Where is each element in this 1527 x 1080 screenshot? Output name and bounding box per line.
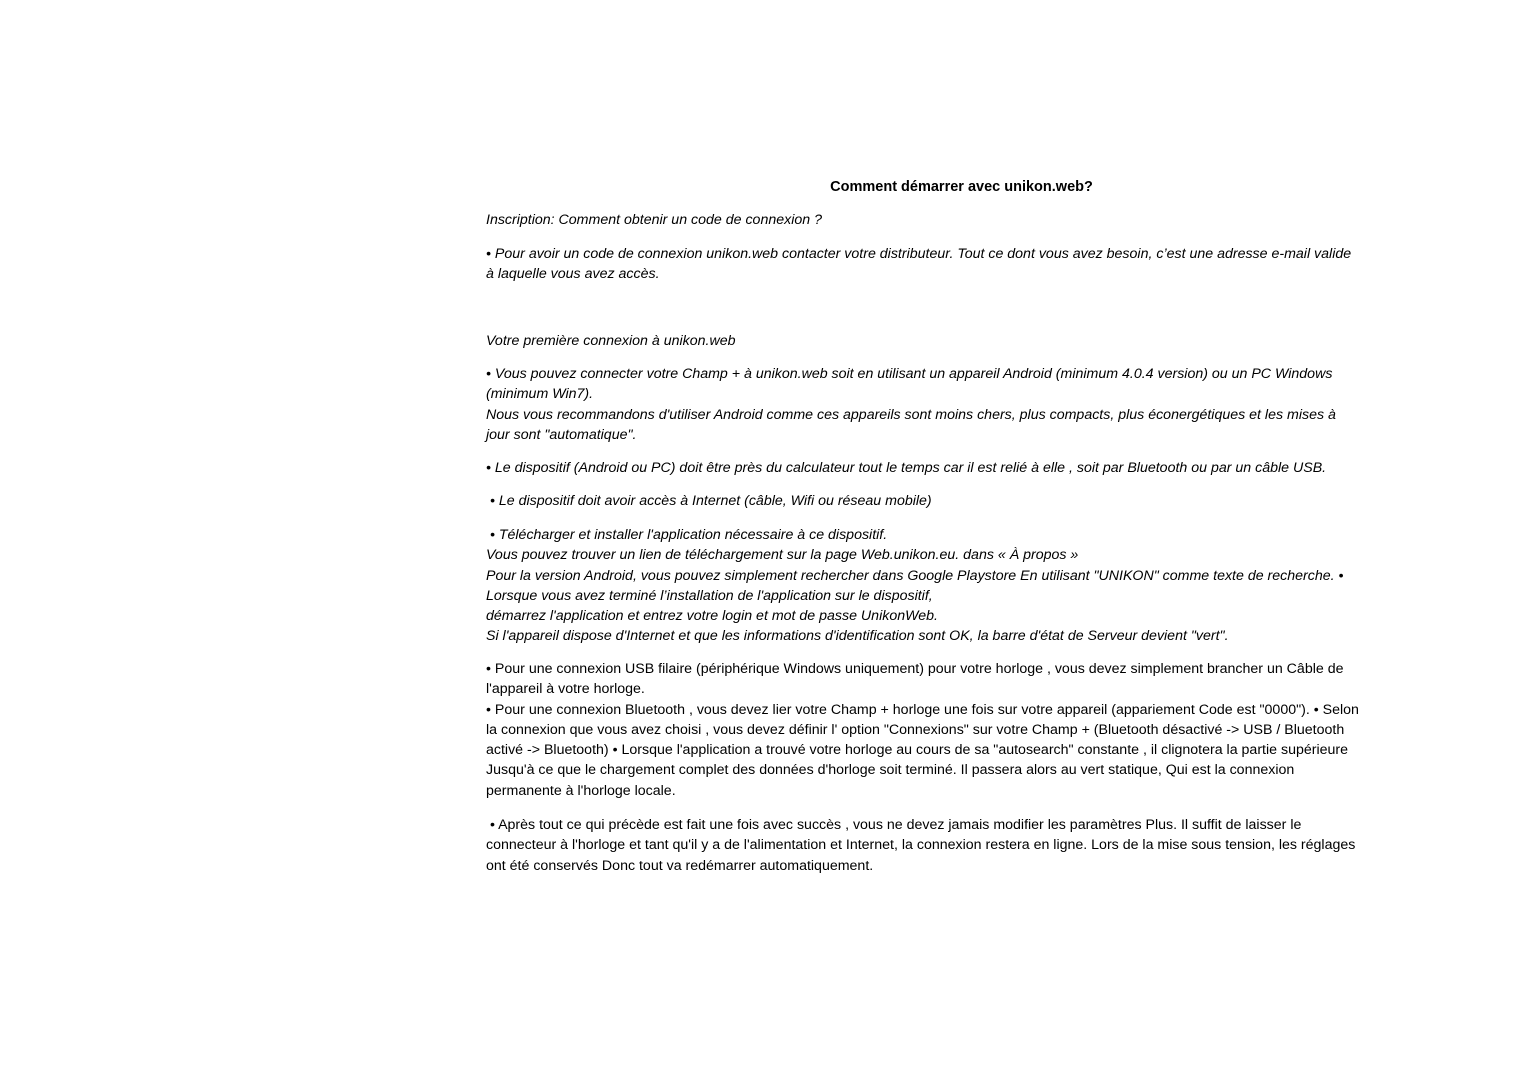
section-heading-inscription: Inscription: Comment obtenir un code de connexion ? — [486, 212, 822, 228]
paragraph-android-pc — [486, 364, 1441, 445]
document-title: Comment démarrer avec unikon.web? — [830, 179, 1093, 195]
text-line: connecteur à l'horloge et tant qu'il y a de l'alimentation et Internet, la connexion restera en ligne. Lors de la mise sous tension, les réglages — [486, 837, 1356, 854]
text-line: (minimum Win7). — [486, 386, 594, 403]
paragraph-usb-bluetooth — [486, 659, 1441, 801]
text-line: • Pour une connexion Bluetooth , vous devez lier votre Champ + horloge une fois sur votre appareil (appariement Code est "0000"). • Selon — [486, 701, 1359, 718]
paragraph-download-install — [486, 525, 1441, 647]
text-line: Nous vous recommandons d'utiliser Android comme ces appareils sont moins chers, plus compacts, plus éconergétiques et les mises à — [486, 406, 1336, 423]
text-line: Lorsque vous avez terminé l’installation de l'application sur le dispositif, — [486, 587, 933, 604]
text-line: démarrez l'application et entrez votre login et mot de passe UnikonWeb. — [486, 608, 938, 625]
text-line: ont été conservés Donc tout va redémarrer automatiquement. — [486, 857, 874, 874]
paragraph-device-near — [486, 458, 1441, 478]
paragraph-internet-access — [486, 491, 1441, 511]
text-line: Pour la version Android, vous pouvez simplement rechercher dans Google Playstore En utilisant "UNIKON" comme texte de recherche. • — [486, 567, 1344, 584]
text-line: Si l'appareil dispose d'Internet et que les informations d'identification sont OK, la barre d'état de Serveur devient "vert". — [486, 628, 1229, 645]
text-line: l'appareil à votre horloge. — [486, 681, 645, 698]
text-line: • Pour une connexion USB filaire (périphérique Windows uniquement) pour votre horloge , vous devez simplement brancher un Câble de — [486, 661, 1344, 677]
text-line: activé -> Bluetooth) • Lorsque l'application a trouvé votre horloge au cours de sa "autosearch" constante , il clignotera la partie supérieure — [486, 742, 1349, 759]
text-line: Vous pouvez trouver un lien de téléchargement sur la page Web.unikon.eu. dans « À propos » — [486, 547, 1079, 564]
text-line: • Après tout ce qui précède est fait une fois avec succès , vous ne devez jamais modifier les paramètres Plus. Il suffit de laisser le — [486, 817, 1302, 833]
section-heading-first-connection: Votre première connexion à unikon.web — [486, 333, 736, 349]
text-line: • Télécharger et installer l'application nécessaire à ce dispositif. — [486, 527, 888, 543]
text-line: permanente à l'horloge locale. — [486, 782, 676, 799]
text-line: à laquelle vous avez accès. — [486, 266, 660, 283]
text-line: • Le dispositif (Android ou PC) doit être près du calculateur tout le temps car il est relié à elle , soit par Bluetooth ou par un câble USB. — [486, 460, 1327, 476]
text-line: la connexion que vous avez choisi , vous devez définir l' option "Connexions" sur votre Champ + (Bluetooth désactivé -> USB / Bluetooth — [486, 721, 1345, 738]
text-line: • Vous pouvez connecter votre Champ + à unikon.web soit en utilisant un appareil Android (minimum 4.0.4 version) ou un PC Windows — [486, 366, 1333, 382]
text-line: jour sont "automatique". — [486, 426, 637, 443]
text-line: Jusqu'à ce que le chargement complet des données d'horloge soit terminé. Il passera alors au vert statique, Qui est la connexion — [486, 762, 1295, 779]
paragraph-final-notes — [486, 815, 1441, 876]
text-line: • Le dispositif doit avoir accès à Internet (câble, Wifi ou réseau mobile) — [486, 493, 932, 509]
text-line: • Pour avoir un code de connexion unikon.web contacter votre distributeur. Tout ce dont vous avez besoin, c’est une adresse e-mail valide — [486, 246, 1352, 262]
paragraph-login-code — [486, 244, 1441, 285]
